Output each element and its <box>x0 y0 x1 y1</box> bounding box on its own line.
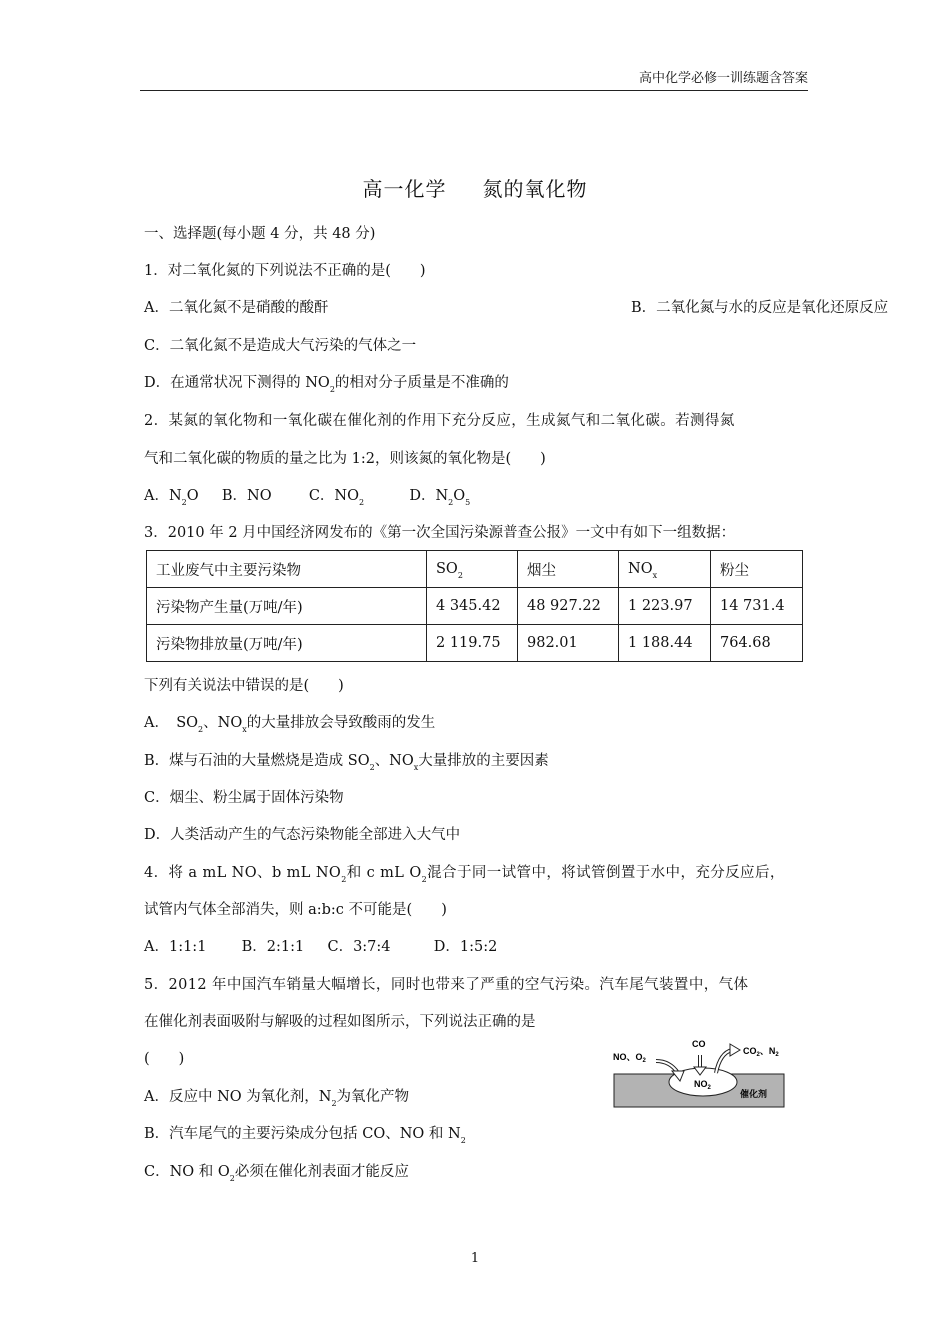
q3-option-c: C．烟尘、粉尘属于固体污染物 <box>144 790 344 806</box>
q3-option-b: B．煤与石油的大量燃烧是造成 $SO_2$、$NO_x$大量排放的主要因素 <box>144 753 549 772</box>
q2-option-c: C．$NO_2$ <box>308 488 365 507</box>
table-cell: 982.01 <box>518 625 619 662</box>
q1-options-ab <box>144 298 889 318</box>
title-subject: 高一化学 <box>362 177 447 201</box>
diagram-label-no2: $NO_2$ <box>694 1079 711 1091</box>
table-cell: 污染物排放量(万吨/年) <box>147 625 427 662</box>
q3-after-table: 下列有关说法中错误的是( ) <box>144 678 344 694</box>
q4-option-d: D．1:5:2 <box>433 939 498 955</box>
table-header-cell: 粉尘 <box>711 551 803 588</box>
q4-option-a: A．1:1:1 <box>144 939 207 955</box>
catalyst-diagram <box>612 1035 787 1110</box>
pollution-table <box>146 550 803 662</box>
table-cell: 14 731.4 <box>711 588 803 625</box>
q5-option-a: A．反应中 NO 为氧化剂，$N_2$为氧化产物 <box>144 1089 410 1108</box>
q1-option-b: B．二氧化氮与水的反应是氧化还原反应 <box>631 300 889 316</box>
table-cell: 2 119.75 <box>427 625 518 662</box>
q1-option-d: D．在通常状况下测得的 $NO_2$的相对分子质量是不准确的 <box>144 375 509 394</box>
q1-option-c: C．二氧化氮不是造成大气污染的气体之一 <box>144 338 417 354</box>
section-heading: 一、选择题(每小题 4 分，共 48 分) <box>144 226 376 242</box>
q4-stem-line1: 4．将 a mL NO、b mL $NO_2$和 c mL $O_2$混合于同一试管中，将试管倒置于水中，充分反应后， <box>144 865 785 884</box>
q2-stem-line2: 气和二氧化碳的物质的量之比为 1:2，则该氮的氧化物是( ) <box>144 451 546 467</box>
table-cell: 48 927.22 <box>518 588 619 625</box>
q2-option-b: B．NO <box>221 488 272 504</box>
q2-options <box>144 486 470 506</box>
q3-option-a: A． $SO_2$、$NO_x$的大量排放会导致酸雨的发生 <box>144 715 436 734</box>
table-cell: 4 345.42 <box>427 588 518 625</box>
q5-answer-paren: ( ) <box>144 1051 185 1067</box>
table-header-cell: $NO_x$ <box>619 551 711 588</box>
q2-stem-line1: 2．某氮的氧化物和一氧化碳在催化剂的作用下充分反应，生成氮气和二氧化碳。若测得氮 <box>144 413 735 429</box>
q5-stem-line2: 在催化剂表面吸附与解吸的过程如图所示，下列说法正确的是 <box>144 1014 536 1030</box>
q2-option-d: D．$N_2O_5$ <box>409 488 471 507</box>
q5-option-b: B．汽车尾气的主要污染成分包括 CO、NO 和 $N_2$ <box>144 1126 466 1145</box>
table-cell: 污染物产生量(万吨/年) <box>147 588 427 625</box>
q4-option-b: B．2:1:1 <box>241 939 305 955</box>
table-cell: 1 223.97 <box>619 588 711 625</box>
page-number: 1 <box>470 1251 480 1266</box>
table-cell: 1 188.44 <box>619 625 711 662</box>
diagram-label-co2-n2: $CO_2$、$N_2$ <box>743 1046 779 1058</box>
q3-stem: 3．2010 年 2 月中国经济网发布的《第一次全国污染源普查公报》一文中有如下一组数据： <box>144 525 736 541</box>
q1-option-a: A．二氧化氮不是硝酸的酸酐 <box>144 300 329 316</box>
q4-options <box>144 937 497 957</box>
table-header-row <box>147 551 803 588</box>
table-header-cell: 烟尘 <box>518 551 619 588</box>
diagram-label-no-o2: NO、$O_2$ <box>613 1052 646 1064</box>
header-text: 高中化学必修一训练题含答案 <box>638 71 808 86</box>
q3-option-d: D．人类活动产生的气态污染物能全部进入大气中 <box>144 827 461 843</box>
diagram-label-co: CO <box>692 1039 706 1049</box>
out-arrow-head <box>730 1044 740 1056</box>
table-row <box>147 625 803 662</box>
table-cell: 764.68 <box>711 625 803 662</box>
q5-stem-line1: 5．2012 年中国汽车销量大幅增长，同时也带来了严重的空气污染。汽车尾气装置中，气体 <box>144 977 749 993</box>
q1-stem: 1．对二氧化氮的下列说法不正确的是( ) <box>144 263 426 279</box>
table-header-cell: 工业废气中主要污染物 <box>147 551 427 588</box>
q4-stem-line2: 试管内气体全部消失，则 a:b:c 不可能是( ) <box>144 902 447 918</box>
page-title <box>0 173 950 202</box>
table-row <box>147 588 803 625</box>
table-header-cell: $SO_2$ <box>427 551 518 588</box>
page-header <box>140 72 808 91</box>
q5-option-c: C．NO 和 $O_2$必须在催化剂表面才能反应 <box>144 1164 409 1183</box>
title-topic: 氮的氧化物 <box>482 177 588 201</box>
diagram-label-catalyst: 催化剂 <box>740 1090 768 1100</box>
q4-option-c: C．3:7:4 <box>327 939 391 955</box>
q2-option-a: A．$N_2O$ <box>144 488 199 507</box>
